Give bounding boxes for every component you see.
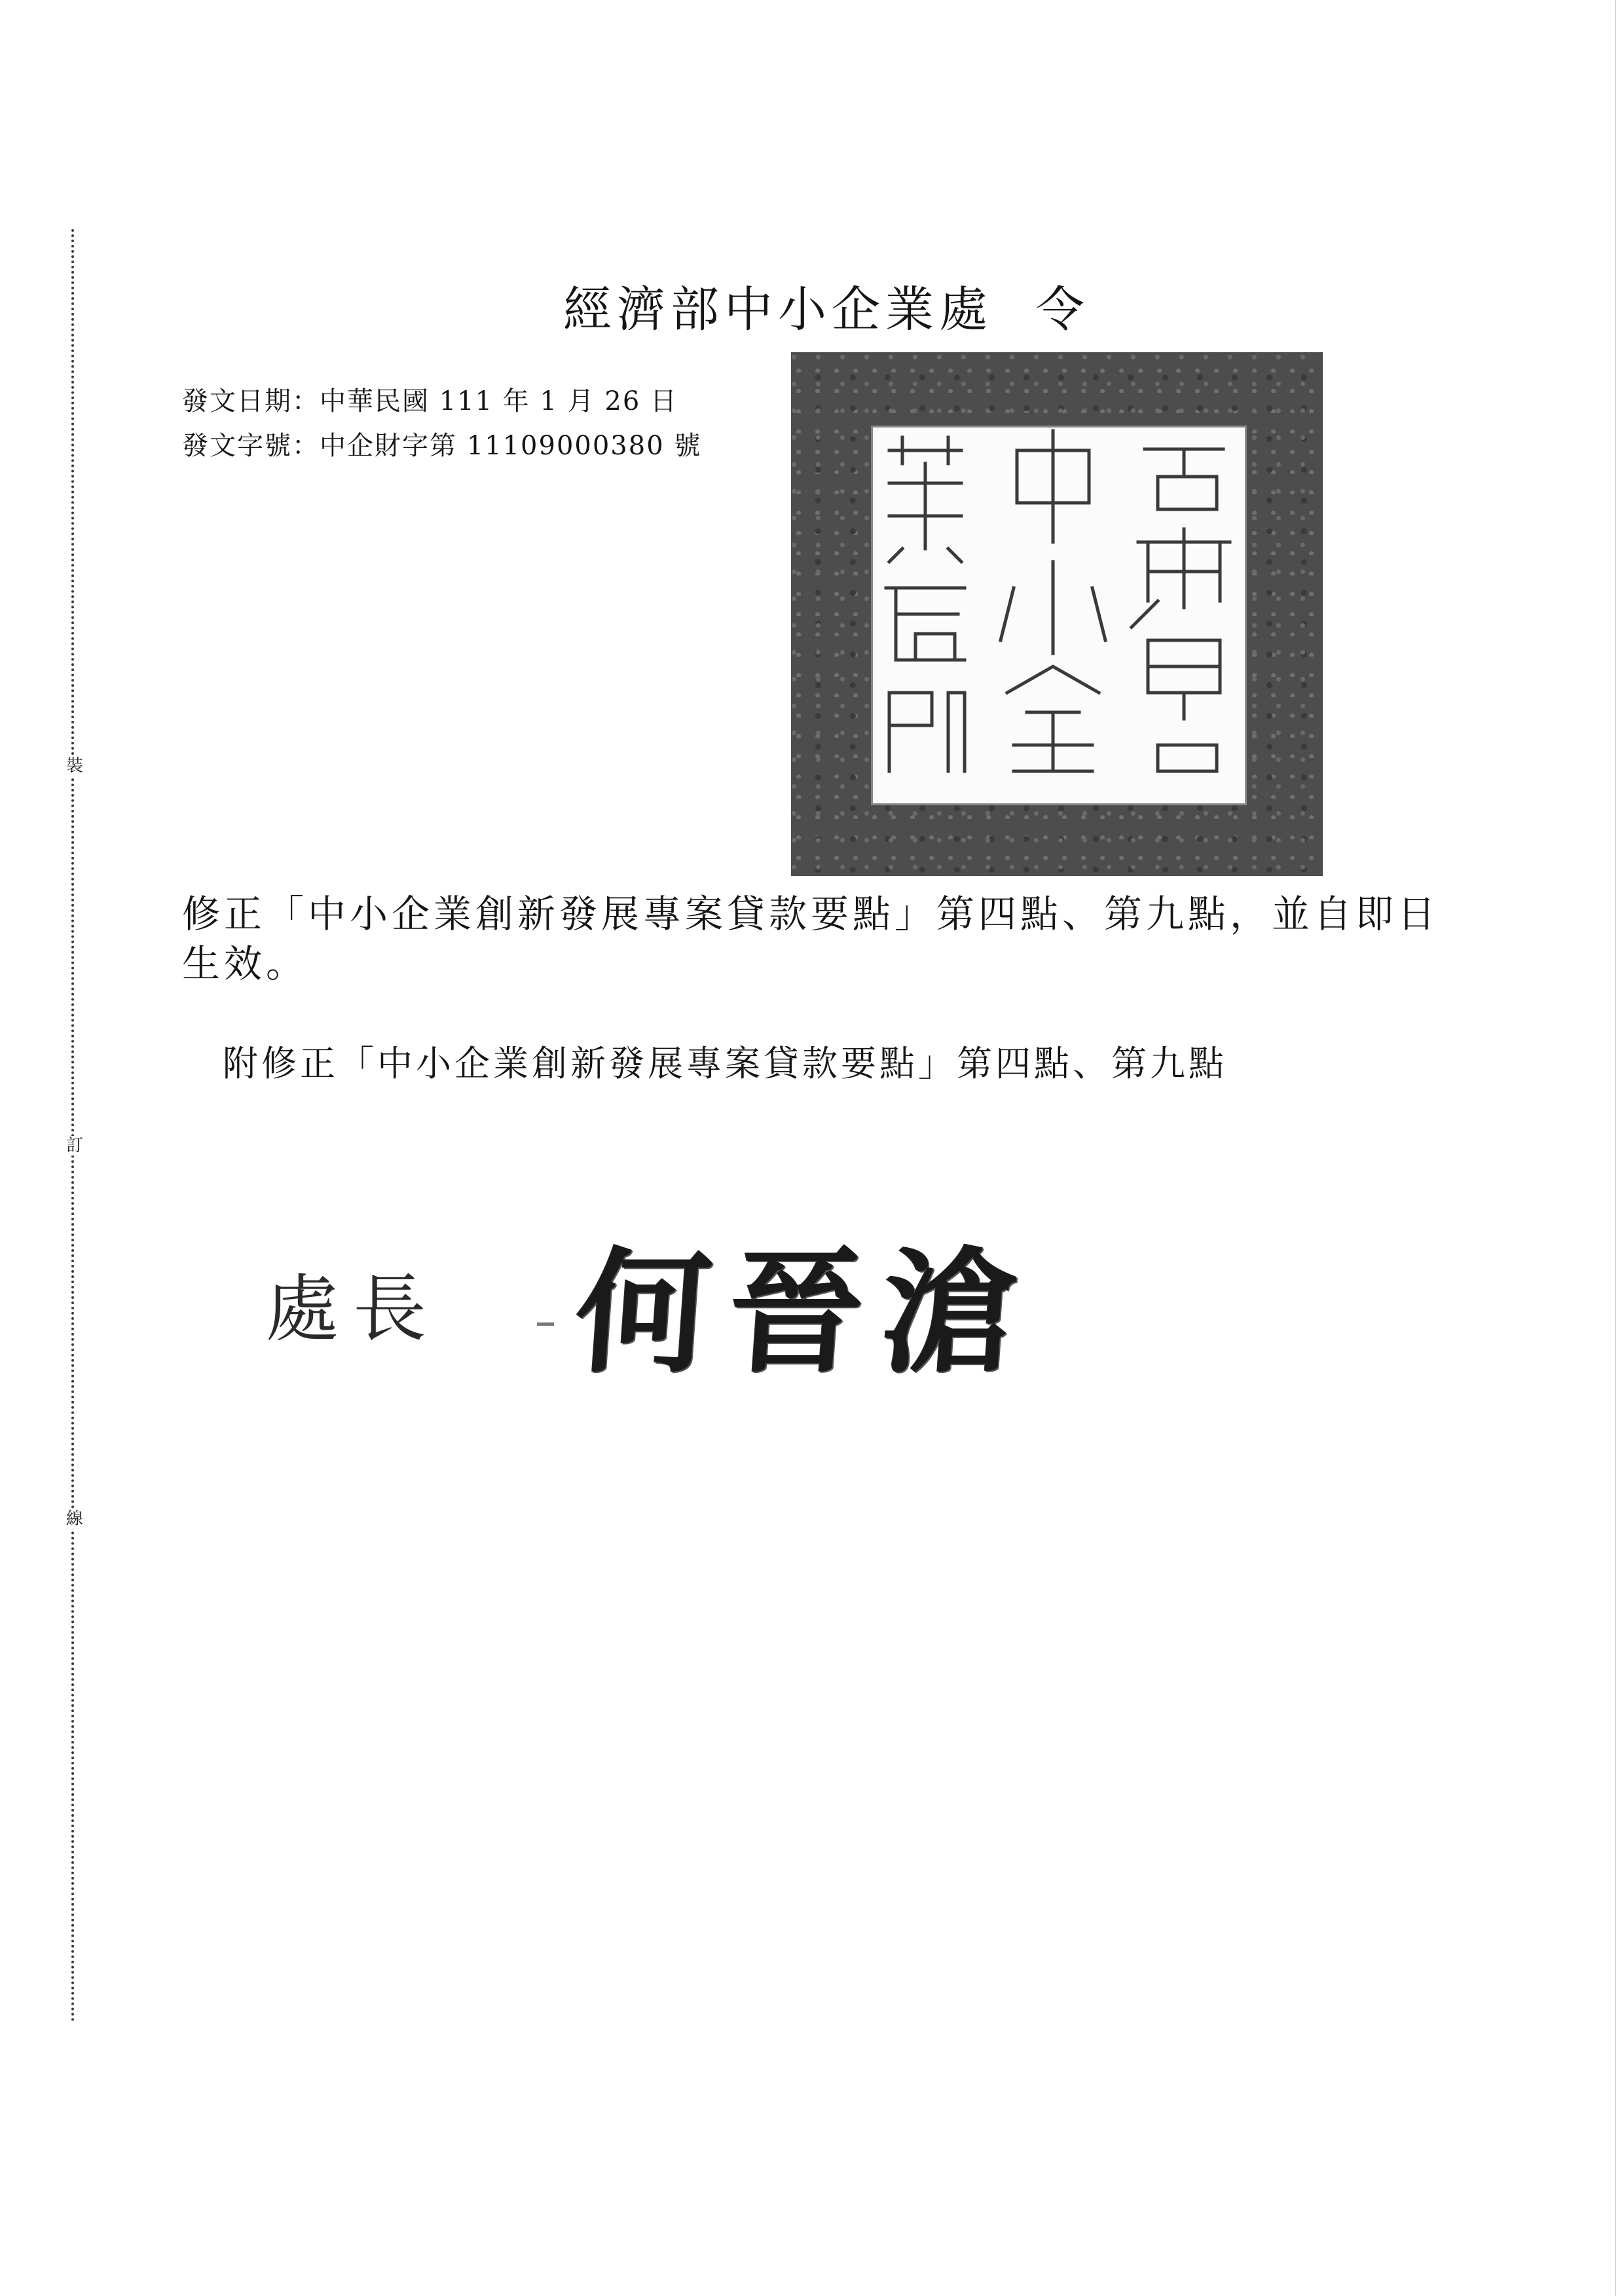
seal-characters [791,352,1323,876]
attachment-note: 附修正「中小企業創新發展專案貸款要點」第四點、第九點 [223,1043,1227,1084]
binding-dotted-line [71,229,74,2023]
document-title [563,280,1090,339]
document-number: 發文字號：中企財字第 11109000380 號 [182,431,702,461]
binding-label-zhuang: 裝 [63,756,86,776]
decree-type: 令 [1036,282,1090,338]
issuing-agency: 經濟部中小企業處 [563,282,993,338]
signature-mark [537,1322,554,1326]
binding-label-xian: 線 [63,1509,86,1529]
binding-label-ding: 訂 [63,1136,86,1156]
scan-page-edge [1615,0,1616,2296]
handwritten-signature: 何晉滄 [570,1234,1040,1391]
issue-date: 發文日期：中華民國 111 年 1 月 26 日 [182,386,678,416]
official-seal [791,352,1323,876]
decree-body: 修正「中小企業創新發展專案貸款要點」第四點、第九點，並自即日生效。 [182,892,1440,986]
signatory-title: 處長 [265,1267,441,1352]
